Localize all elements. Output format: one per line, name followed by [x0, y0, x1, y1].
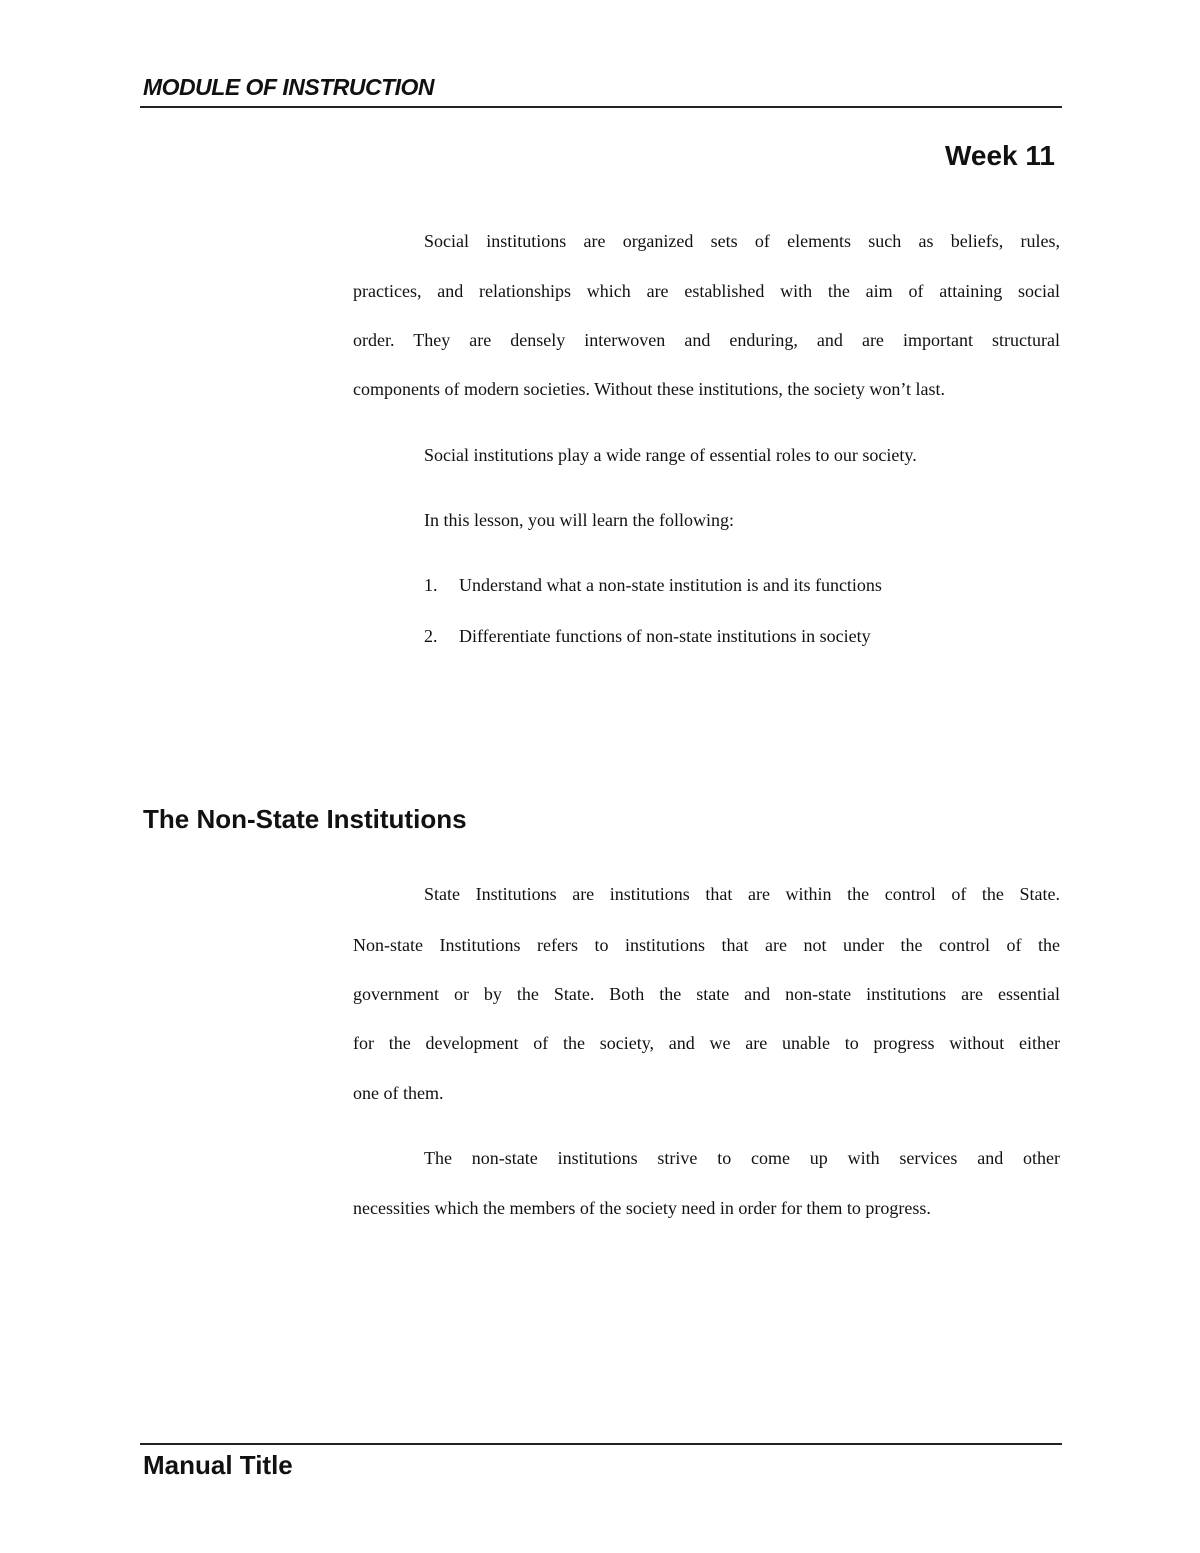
section-line: for the development of the society, and we are unable to progress without either: [353, 1033, 1060, 1053]
intro-line: components of modern societies. Without these institutions, the society won’t last.: [353, 379, 946, 399]
section-line: one of them.: [353, 1083, 444, 1103]
intro-line: Social institutions are organized sets of elements such as beliefs, rules,: [424, 231, 1060, 251]
footer-divider: [140, 1443, 1062, 1445]
section-line: Non-state Institutions refers to institutions that are not under the control of the: [353, 935, 1060, 955]
lesson-intro: In this lesson, you will learn the following:: [424, 510, 734, 530]
intro-roles: Social institutions play a wide range of essential roles to our society.: [424, 445, 917, 465]
module-header: MODULE OF INSTRUCTION: [143, 74, 435, 100]
section-heading: The Non-State Institutions: [143, 804, 467, 834]
objective-item: Understand what a non-state institution is and its functions: [459, 575, 882, 595]
objective-item: Differentiate functions of non-state institutions in society: [459, 626, 871, 646]
section-line: State Institutions are institutions that are within the control of the State.: [424, 884, 1060, 904]
intro-line: order. They are densely interwoven and enduring, and are important structural: [353, 330, 1060, 350]
section-line: government or by the State. Both the state and non-state institutions are essential: [353, 984, 1060, 1004]
intro-line: practices, and relationships which are established with the aim of attaining social: [353, 281, 1060, 301]
manual-title: Manual Title: [143, 1450, 293, 1480]
section-line: The non-state institutions strive to come up with services and other: [424, 1148, 1060, 1168]
week-label: Week 11: [944, 140, 1055, 171]
section-line: necessities which the members of the society need in order for them to progress.: [353, 1198, 931, 1218]
objective-number: 2.: [424, 626, 438, 646]
header-divider: [140, 106, 1062, 108]
objective-number: 1.: [424, 575, 438, 595]
